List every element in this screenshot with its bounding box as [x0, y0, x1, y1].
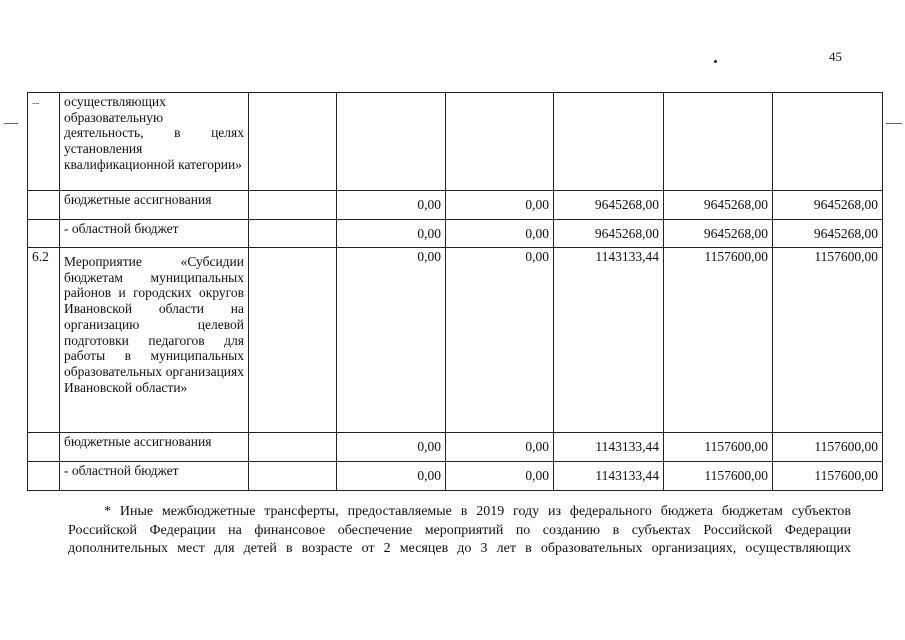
- empty-cell: [249, 220, 337, 248]
- table-row: [28, 433, 883, 462]
- row-index: 6.2: [28, 248, 60, 433]
- scan-dot: [714, 60, 717, 63]
- row-name: - областной бюджет: [60, 220, 249, 248]
- value-cell: 9645268,00: [664, 220, 773, 248]
- budget-table: [27, 92, 883, 491]
- value-cell: 0,00: [337, 433, 446, 462]
- value-cell: 1157600,00: [664, 433, 773, 462]
- row-index: --: [28, 93, 60, 191]
- empty-cell: [249, 433, 337, 462]
- value-cell: 0,00: [337, 220, 446, 248]
- value-cell: [664, 93, 773, 191]
- value-cell: 0,00: [337, 191, 446, 220]
- left-edge-mark: [4, 123, 18, 124]
- value-cell: [554, 93, 664, 191]
- value-cell: 1157600,00: [773, 433, 883, 462]
- value-cell: 1143133,44: [554, 248, 664, 433]
- value-cell: 1157600,00: [773, 248, 883, 433]
- row-name: осуществляющих образовательную деятельность, в целях установления квалификационной категории»: [60, 93, 249, 191]
- row-name: Мероприятие «Субсидии бюджетам муниципальных районов и городских округов Ивановской области на организацию целевой подготовки педагогов для работы в муниципальных образовательных организациях Ивановской области»: [60, 248, 249, 433]
- row-index: [28, 220, 60, 248]
- value-cell: 0,00: [446, 248, 554, 433]
- value-cell: 1157600,00: [773, 462, 883, 491]
- value-cell: 9645268,00: [773, 220, 883, 248]
- table-row: [28, 191, 883, 220]
- value-cell: [337, 93, 446, 191]
- value-cell: 0,00: [337, 248, 446, 433]
- right-edge-mark: [886, 123, 902, 124]
- row-name: бюджетные ассигнования: [60, 433, 249, 462]
- value-cell: 1143133,44: [554, 433, 664, 462]
- value-cell: 1157600,00: [664, 248, 773, 433]
- row-name: - областной бюджет: [60, 462, 249, 491]
- value-cell: 1157600,00: [664, 462, 773, 491]
- value-cell: 0,00: [446, 462, 554, 491]
- empty-cell: [249, 248, 337, 433]
- page-number: 45: [829, 49, 842, 64]
- footnote: [68, 503, 851, 559]
- row-index: [28, 433, 60, 462]
- value-cell: 1143133,44: [554, 462, 664, 491]
- value-cell: 9645268,00: [554, 220, 664, 248]
- empty-cell: [249, 191, 337, 220]
- table-row: [28, 220, 883, 248]
- value-cell: [446, 93, 554, 191]
- value-cell: 9645268,00: [773, 191, 883, 220]
- empty-cell: [249, 462, 337, 491]
- row-index: [28, 462, 60, 491]
- table-row: [28, 93, 883, 191]
- value-cell: 0,00: [446, 191, 554, 220]
- table-row: [28, 248, 883, 433]
- value-cell: 9645268,00: [664, 191, 773, 220]
- footnote-text: * Иные межбюджетные трансферты, предоставляемые в 2019 году из федерального бюджета бюджетам субъектов Российской Федерации на финансовое обеспечение мероприятий по созданию в субъектах Российской Федерации дополнительных мест для детей в возрасте от 2 месяцев до 3 лет в образовательных организациях, осуществляющих: [68, 504, 851, 556]
- value-cell: [773, 93, 883, 191]
- value-cell: 9645268,00: [554, 191, 664, 220]
- row-name: бюджетные ассигнования: [60, 191, 249, 220]
- row-index: [28, 191, 60, 220]
- value-cell: 0,00: [446, 220, 554, 248]
- empty-cell: [249, 93, 337, 191]
- value-cell: 0,00: [446, 433, 554, 462]
- table-row: [28, 462, 883, 491]
- value-cell: 0,00: [337, 462, 446, 491]
